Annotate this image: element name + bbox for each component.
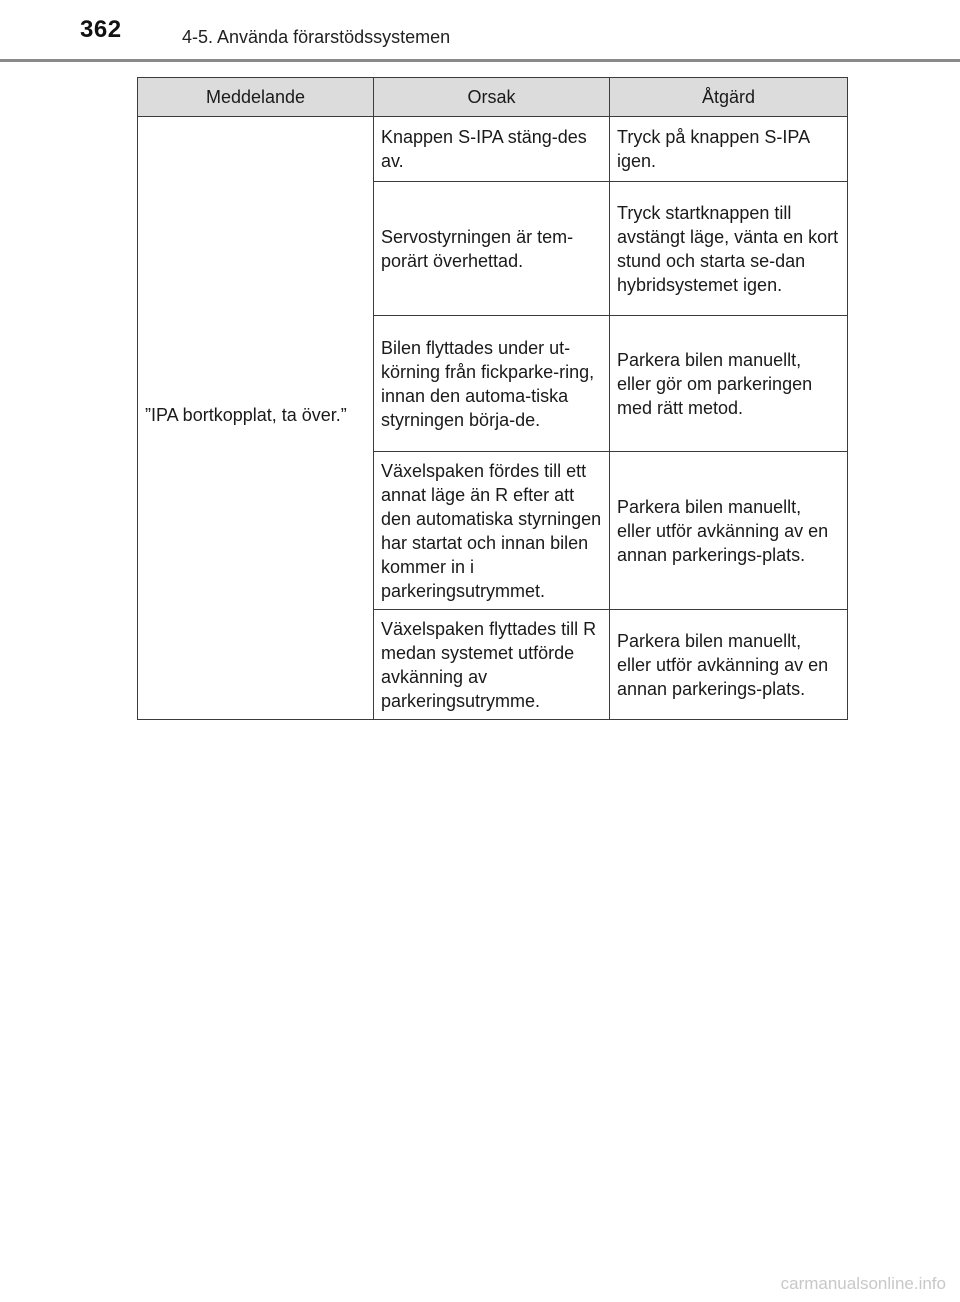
header-rule (0, 59, 960, 62)
action-cell: Parkera bilen manuellt, eller utför avkänning av en annan parkerings-plats. (610, 610, 848, 720)
section-title: 4-5. Använda förarstödssystemen (182, 27, 451, 47)
cause-cell: Servostyrningen är tem-porärt överhettad. (374, 182, 610, 316)
column-header-action: Åtgärd (610, 78, 848, 117)
message-table (137, 77, 848, 720)
action-cell: Tryck startknappen till avstängt läge, vänta en kort stund och starta se-dan hybridsystemet igen. (610, 182, 848, 316)
action-cell: Parkera bilen manuellt, eller gör om parkeringen med rätt metod. (610, 316, 848, 452)
message-cell: ”IPA bortkopplat, ta över.” (138, 117, 374, 720)
action-cell: Parkera bilen manuellt, eller utför avkänning av en annan parkerings-plats. (610, 452, 848, 610)
cause-cell: Växelspaken flyttades till R medan systemet utförde avkänning av parkeringsutrymme. (374, 610, 610, 720)
cause-cell: Knappen S-IPA stäng-des av. (374, 117, 610, 182)
column-header-cause: Orsak (374, 78, 610, 117)
column-header-message: Meddelande (138, 78, 374, 117)
table-header-row (138, 78, 848, 117)
action-cell: Tryck på knappen S-IPA igen. (610, 117, 848, 182)
cause-cell: Växelspaken fördes till ett annat läge än R efter att den automatiska styrningen har startat och innan bilen kommer in i parkeringsutrymmet. (374, 452, 610, 610)
cause-cell: Bilen flyttades under ut-körning från fickparke-ring, innan den automa-tiska styrningen börja-de. (374, 316, 610, 452)
page-number: 362 (80, 16, 122, 43)
watermark: carmanualsonline.info (780, 1274, 946, 1293)
table-row (138, 117, 848, 182)
